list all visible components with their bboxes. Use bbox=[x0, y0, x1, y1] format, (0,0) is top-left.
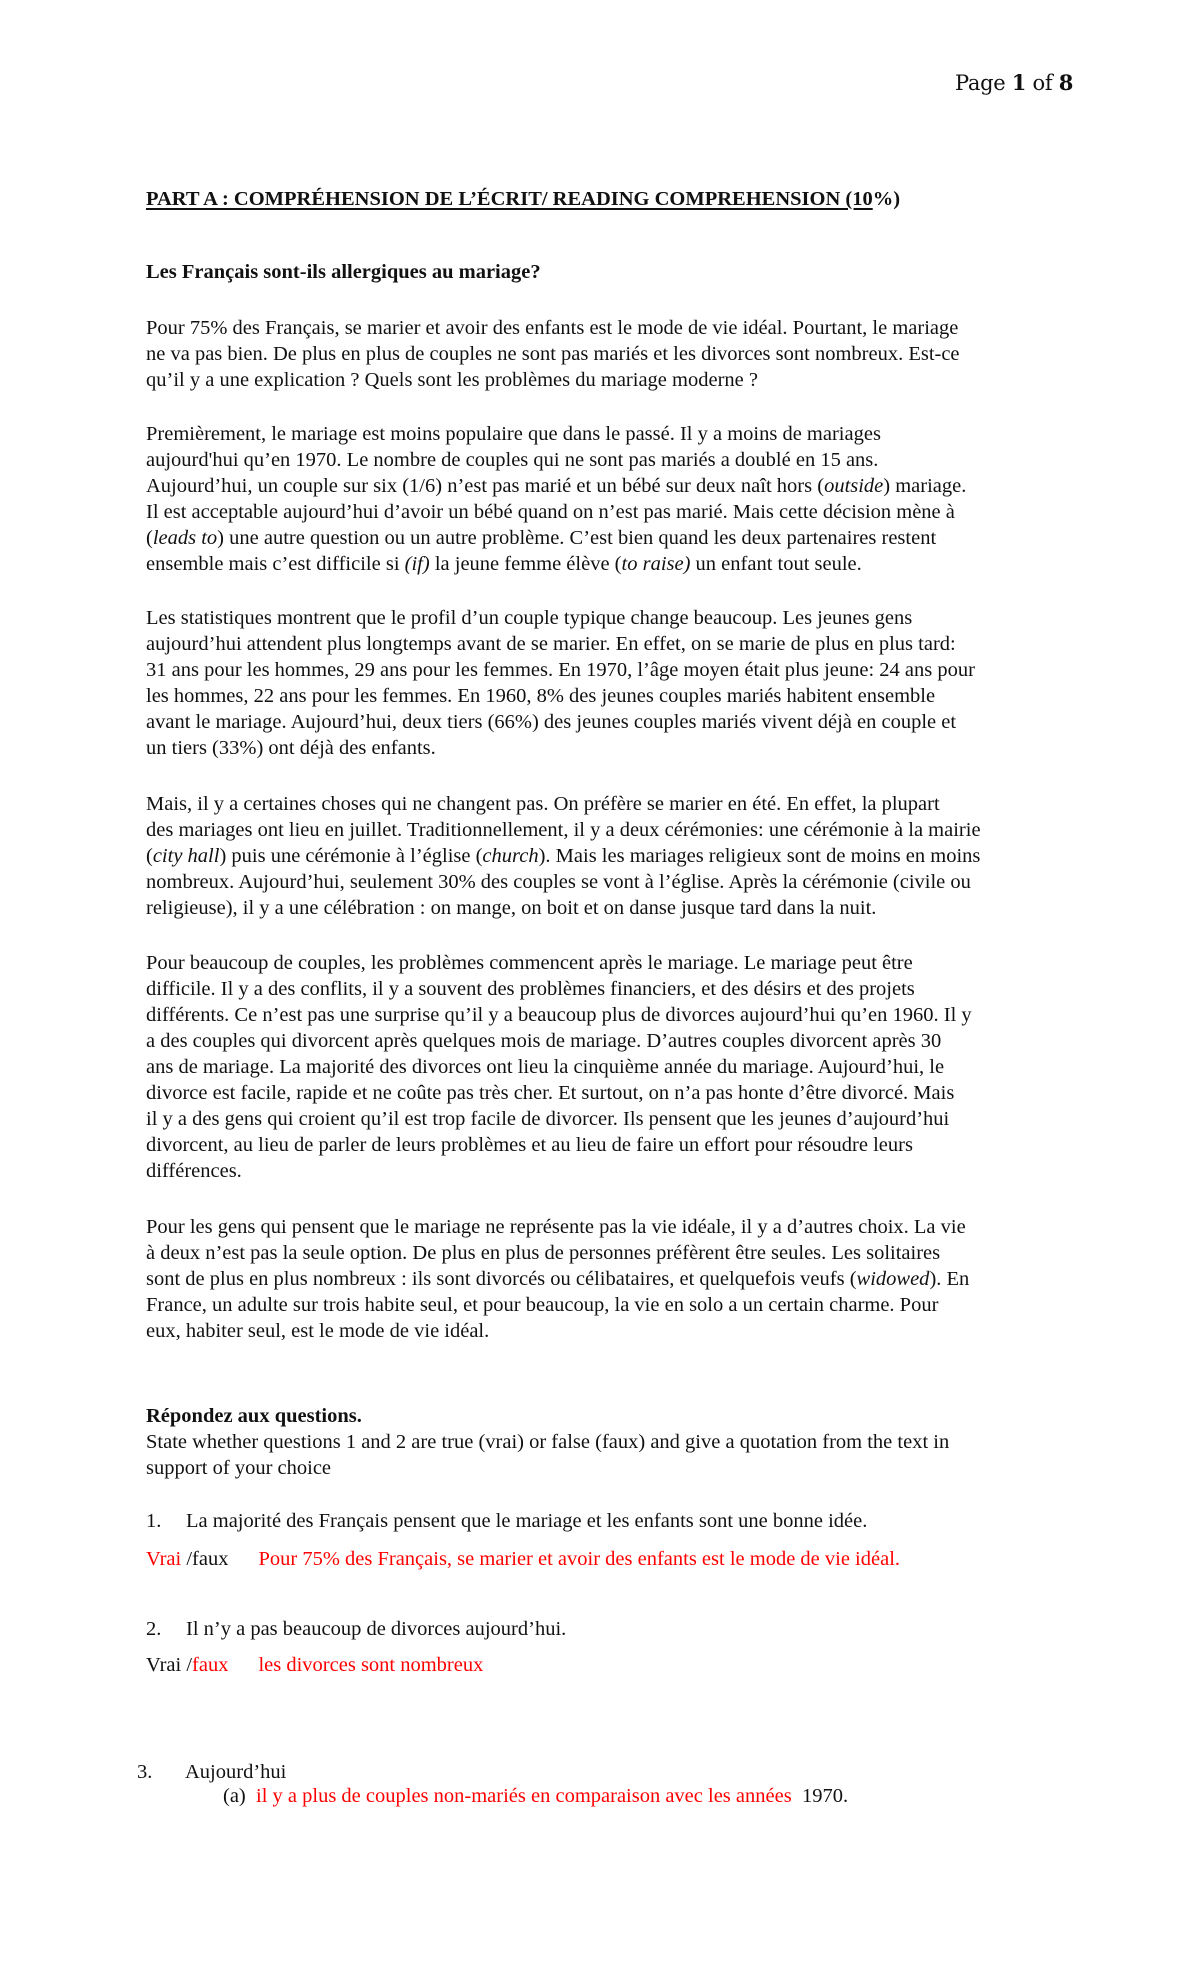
article-title: Les Français sont-ils allergiques au mariage? bbox=[146, 261, 541, 283]
question-text: La majorité des Français pensent que le mariage et les enfants sont une bonne idée. bbox=[186, 1510, 868, 1532]
page-current: 1 bbox=[1011, 70, 1027, 95]
text-line: Pour beaucoup de couples, les problèmes commencent après le mariage. Le mariage peut être bbox=[146, 952, 913, 974]
text-segment: ) mariage. bbox=[883, 475, 967, 497]
page-of: of bbox=[1032, 71, 1053, 95]
text-line: différents. Ce n’est pas une surprise qu’il y a beaucoup plus de divorces aujourd’hui qu’en 1960. Il y bbox=[146, 1004, 972, 1026]
text-line: différences. bbox=[146, 1160, 242, 1182]
text-line: avant le mariage. Aujourd’hui, deux tiers (66%) des jeunes couples mariés vivent déjà en couple et bbox=[146, 711, 957, 733]
text-line: des mariages ont lieu en juillet. Traditionnellement, il y a deux cérémonies: une cérémonie à la mairie bbox=[146, 819, 981, 841]
text-segment: ) une autre question ou un autre problème. C’est bien quand les deux partenaires restent bbox=[217, 527, 937, 549]
answer-quotation: les divorces sont nombreux bbox=[258, 1654, 484, 1676]
text-segment: ensemble mais c’est difficile si bbox=[146, 553, 405, 575]
choice-vrai: Vrai bbox=[146, 1654, 182, 1676]
gloss-italic: city hall bbox=[152, 845, 220, 867]
text-line: les hommes, 22 ans pour les femmes. En 1960, 8% des jeunes couples mariés habitent ensemble bbox=[146, 685, 936, 707]
text-line: divorce est facile, rapide et ne coûte pas très cher. Et surtout, on n’a pas honte d’être divorcé. Mais bbox=[146, 1082, 955, 1104]
text-line bbox=[146, 551, 862, 577]
text-line: eux, habiter seul, est le mode de vie idéal. bbox=[146, 1320, 490, 1342]
text-line: ans de mariage. La majorité des divorces ont lieu la cinquième année du mariage. Aujourd’hui, le bbox=[146, 1056, 945, 1078]
text-segment: sont de plus en plus nombreux : ils sont divorcés ou célibataires, et quelquefois veufs ( bbox=[146, 1268, 857, 1290]
text-line: a des couples qui divorcent après quelques mois de mariage. D’autres couples divorcent après 30 bbox=[146, 1030, 942, 1052]
sub-question-label: (a) bbox=[223, 1785, 246, 1807]
answer-2 bbox=[146, 1652, 483, 1678]
answer-tail: 1970. bbox=[801, 1785, 849, 1807]
instructions-line: support of your choice bbox=[146, 1457, 332, 1479]
choice-vrai-selected: Vrai bbox=[146, 1548, 182, 1570]
text-line: ne va pas bien. De plus en plus de couples ne sont pas mariés et les divorces sont nombreux. Est-ce bbox=[146, 343, 960, 365]
answer-1 bbox=[146, 1546, 900, 1572]
page-total: 8 bbox=[1058, 70, 1074, 95]
question-number: 1. bbox=[146, 1510, 162, 1532]
question-3 bbox=[137, 1759, 286, 1785]
text-line: 31 ans pour les hommes, 29 ans pour les femmes. En 1970, l’âge moyen était plus jeune: 24 ans pour bbox=[146, 659, 975, 681]
instructions-line: State whether questions 1 and 2 are true (vrai) or false (faux) and give a quotation from the text in bbox=[146, 1431, 950, 1453]
text-line: nombreux. Aujourd’hui, seulement 30% des couples se vont à l’église. Après la cérémonie (civile ou bbox=[146, 871, 971, 893]
text-segment: ) puis une cérémonie à l’église ( bbox=[219, 845, 483, 867]
choice-separator: / bbox=[181, 1654, 193, 1676]
text-line: un tiers (33%) ont déjà des enfants. bbox=[146, 737, 436, 759]
answer-quotation: Pour 75% des Français, se marier et avoir des enfants est le mode de vie idéal. bbox=[258, 1548, 901, 1570]
text-line: à deux n’est pas la seule option. De plus en plus de personnes préfèrent être seules. Les solitaires bbox=[146, 1242, 941, 1264]
question-number: 2. bbox=[146, 1618, 162, 1640]
page-label: Page bbox=[955, 71, 1006, 95]
text-segment: ( bbox=[146, 527, 153, 549]
text-line: difficile. Il y a des conflits, il y a souvent des problèmes financiers, et des désirs et des projets bbox=[146, 978, 915, 1000]
question-2 bbox=[146, 1616, 566, 1642]
answer-text: il y a plus de couples non-mariés en comparaison avec les années bbox=[256, 1785, 792, 1807]
text-line: Pour 75% des Français, se marier et avoir des enfants est le mode de vie idéal. Pourtant, le mariage bbox=[146, 317, 959, 339]
text-line: Pour les gens qui pensent que le mariage ne représente pas la vie idéale, il y a d’autres choix. La vie bbox=[146, 1216, 966, 1238]
text-line: Les statistiques montrent que le profil d’un couple typique change beaucoup. Les jeunes gens bbox=[146, 607, 913, 629]
page-number bbox=[955, 70, 1073, 95]
text-line: aujourd'hui qu’en 1970. Le nombre de couples qui ne sont pas mariés a doublé en 15 ans. bbox=[146, 449, 879, 471]
text-line: il y a des gens qui croient qu’il est trop facile de divorcer. Ils pensent que les jeunes d’aujourd’hui bbox=[146, 1108, 950, 1130]
text-line: aujourd’hui attendent plus longtemps avant de se marier. En effet, on se marie de plus en plus tard: bbox=[146, 633, 956, 655]
gloss-italic: outside bbox=[824, 475, 884, 497]
text-segment: la jeune femme élève ( bbox=[429, 553, 622, 575]
gloss-italic: widowed bbox=[856, 1268, 930, 1290]
text-segment: ). Mais les mariages religieux sont de moins en moins bbox=[538, 845, 981, 867]
gloss-italic: church bbox=[482, 845, 539, 867]
text-line bbox=[146, 473, 966, 499]
text-segment: Aujourd’hui, un couple sur six (1/6) n’est pas marié et un bébé sur deux naît hors ( bbox=[146, 475, 825, 497]
choice-faux-selected: faux bbox=[192, 1654, 229, 1676]
text-line: Il est acceptable aujourd’hui d’avoir un bébé quand on n’est pas marié. Mais cette décision mène à bbox=[146, 501, 955, 523]
question-1 bbox=[146, 1508, 867, 1534]
text-line: Premièrement, le mariage est moins populaire que dans le passé. Il y a moins de mariages bbox=[146, 423, 881, 445]
text-line: qu’il y a une explication ? Quels sont les problèmes du mariage moderne ? bbox=[146, 369, 758, 391]
text-line: divorcent, au lieu de parler de leurs problèmes et au lieu de faire un effort pour résoudre leurs bbox=[146, 1134, 913, 1156]
question-text: Aujourd’hui bbox=[185, 1761, 287, 1783]
question-number: 3. bbox=[137, 1761, 153, 1783]
text-line bbox=[146, 1266, 969, 1292]
choice-separator: / bbox=[181, 1548, 193, 1570]
questions-heading: Répondez aux questions. bbox=[146, 1405, 362, 1427]
text-segment: ). En bbox=[929, 1268, 970, 1290]
text-line bbox=[146, 843, 980, 869]
text-line: religieuse), il y a une célébration : on mange, on boit et on danse jusque tard dans la nuit. bbox=[146, 897, 877, 919]
section-heading-underlined: PART A : COMPRÉHENSION DE L’ÉCRIT/ READING COMPREHENSION (10 bbox=[146, 188, 873, 210]
choice-faux: faux bbox=[192, 1548, 229, 1570]
section-heading bbox=[146, 186, 900, 212]
text-line: France, un adulte sur trois habite seul, et pour beaucoup, la vie en solo a un certain charme. Pour bbox=[146, 1294, 939, 1316]
text-segment: un enfant tout seule. bbox=[690, 553, 862, 575]
question-text: Il n’y a pas beaucoup de divorces aujourd’hui. bbox=[186, 1618, 567, 1640]
section-heading-rest: %) bbox=[872, 188, 901, 210]
text-segment: ( bbox=[146, 845, 153, 867]
text-line bbox=[146, 525, 936, 551]
question-3a bbox=[223, 1783, 848, 1809]
gloss-italic: to raise) bbox=[621, 553, 691, 575]
text-line: Mais, il y a certaines choses qui ne changent pas. On préfère se marier en été. En effet, la plupart bbox=[146, 793, 940, 815]
gloss-italic: (if) bbox=[404, 553, 430, 575]
gloss-italic: leads to bbox=[152, 527, 218, 549]
